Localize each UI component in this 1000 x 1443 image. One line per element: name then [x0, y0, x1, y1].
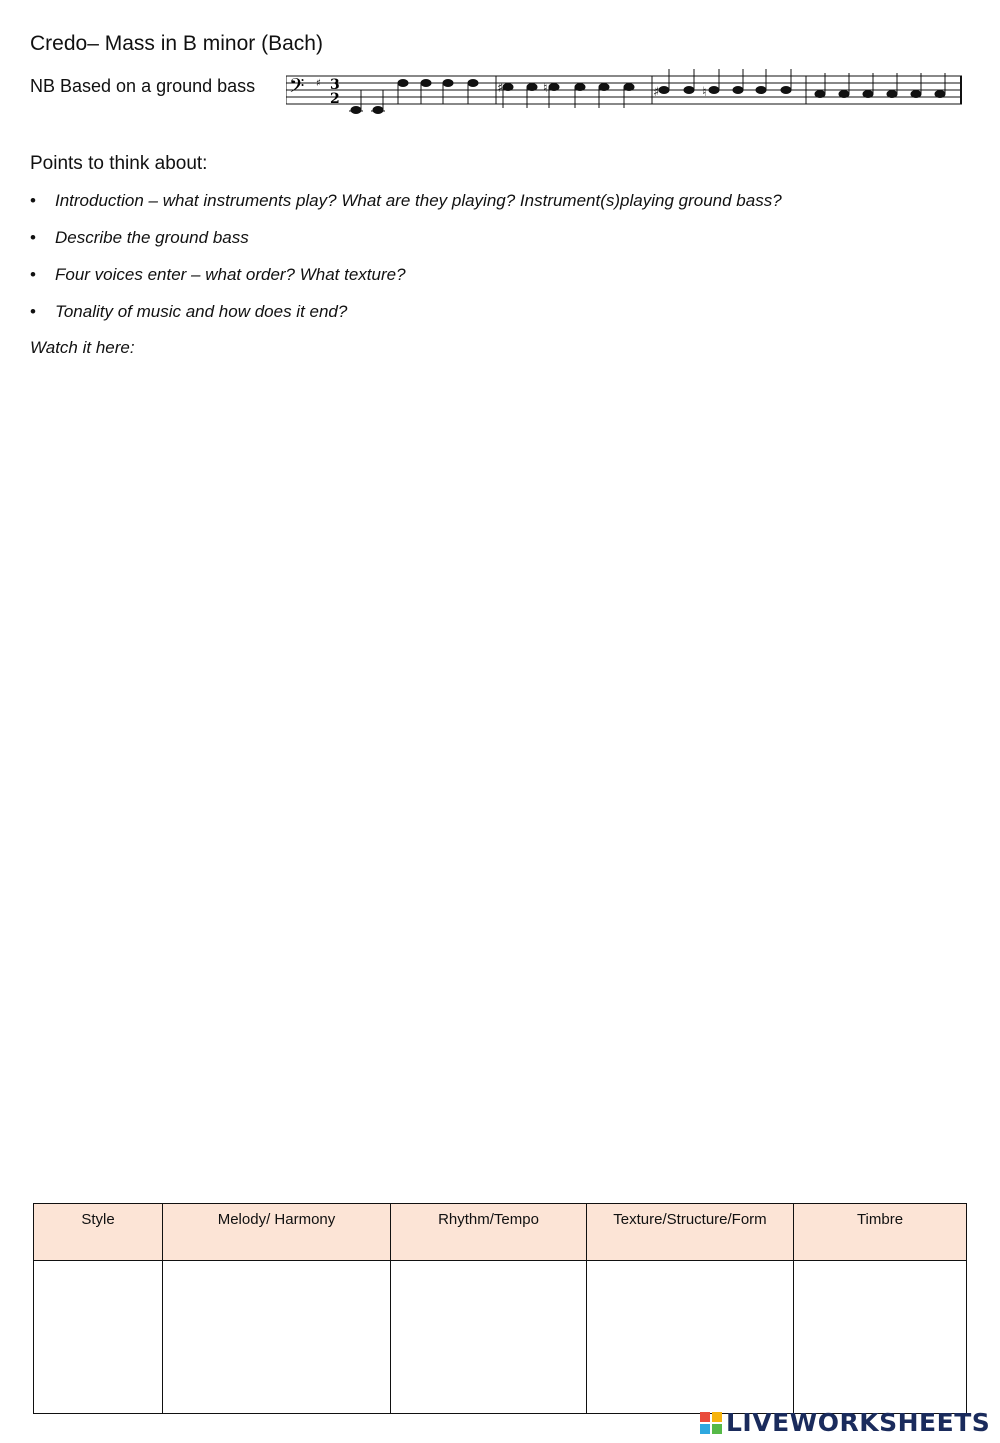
column-header-timbre: Timbre [794, 1204, 967, 1261]
svg-text:2: 2 [330, 91, 340, 107]
answer-cell-timbre[interactable] [794, 1261, 967, 1414]
list-item: • Tonality of music and how does it end? [30, 301, 782, 338]
table-row [34, 1261, 967, 1414]
answer-cell-style[interactable] [34, 1261, 163, 1414]
list-item: • Describe the ground bass [30, 227, 782, 264]
column-header-style: Style [34, 1204, 163, 1261]
column-header-melody-harmony: Melody/ Harmony [163, 1204, 391, 1261]
worksheet-title: Credo– Mass in B minor (Bach) [30, 32, 323, 55]
svg-text:♮: ♮ [702, 85, 707, 100]
column-header-rhythm-tempo: Rhythm/Tempo [391, 1204, 587, 1261]
svg-text:♮: ♮ [543, 81, 548, 96]
points-list [30, 190, 782, 338]
answer-cell-texture-structure-form[interactable] [587, 1261, 794, 1414]
answer-cell-rhythm-tempo[interactable] [391, 1261, 587, 1414]
table-header-row [34, 1204, 967, 1261]
logo-block [712, 1424, 722, 1434]
svg-text:♯: ♯ [653, 85, 660, 100]
list-item: • Four voices enter – what order? What texture? [30, 264, 782, 301]
ground-bass-staff [286, 66, 966, 118]
points-heading: Points to think about: [30, 153, 208, 174]
logo-block [700, 1424, 710, 1434]
answer-cell-melody-harmony[interactable] [163, 1261, 391, 1414]
logo-block [700, 1412, 710, 1422]
liveworksheets-logo [700, 1408, 990, 1437]
svg-text:3: 3 [330, 77, 340, 93]
svg-text:♯: ♯ [316, 78, 321, 89]
logo-blocks-icon [700, 1412, 722, 1434]
logo-text: LIVEWORKSHEETS [726, 1408, 991, 1437]
list-item: • Introduction – what instruments play? What are they playing? Instrument(s)playing ground bass? [30, 190, 782, 227]
svg-text:♯: ♯ [497, 81, 504, 96]
svg-text:𝄢: 𝄢 [289, 74, 305, 102]
watch-label: Watch it here: [30, 338, 135, 357]
analysis-table [33, 1203, 967, 1414]
logo-block [712, 1412, 722, 1422]
column-header-texture-structure-form: Texture/Structure/Form [587, 1204, 794, 1261]
ground-bass-note: NB Based on a ground bass [30, 76, 256, 96]
